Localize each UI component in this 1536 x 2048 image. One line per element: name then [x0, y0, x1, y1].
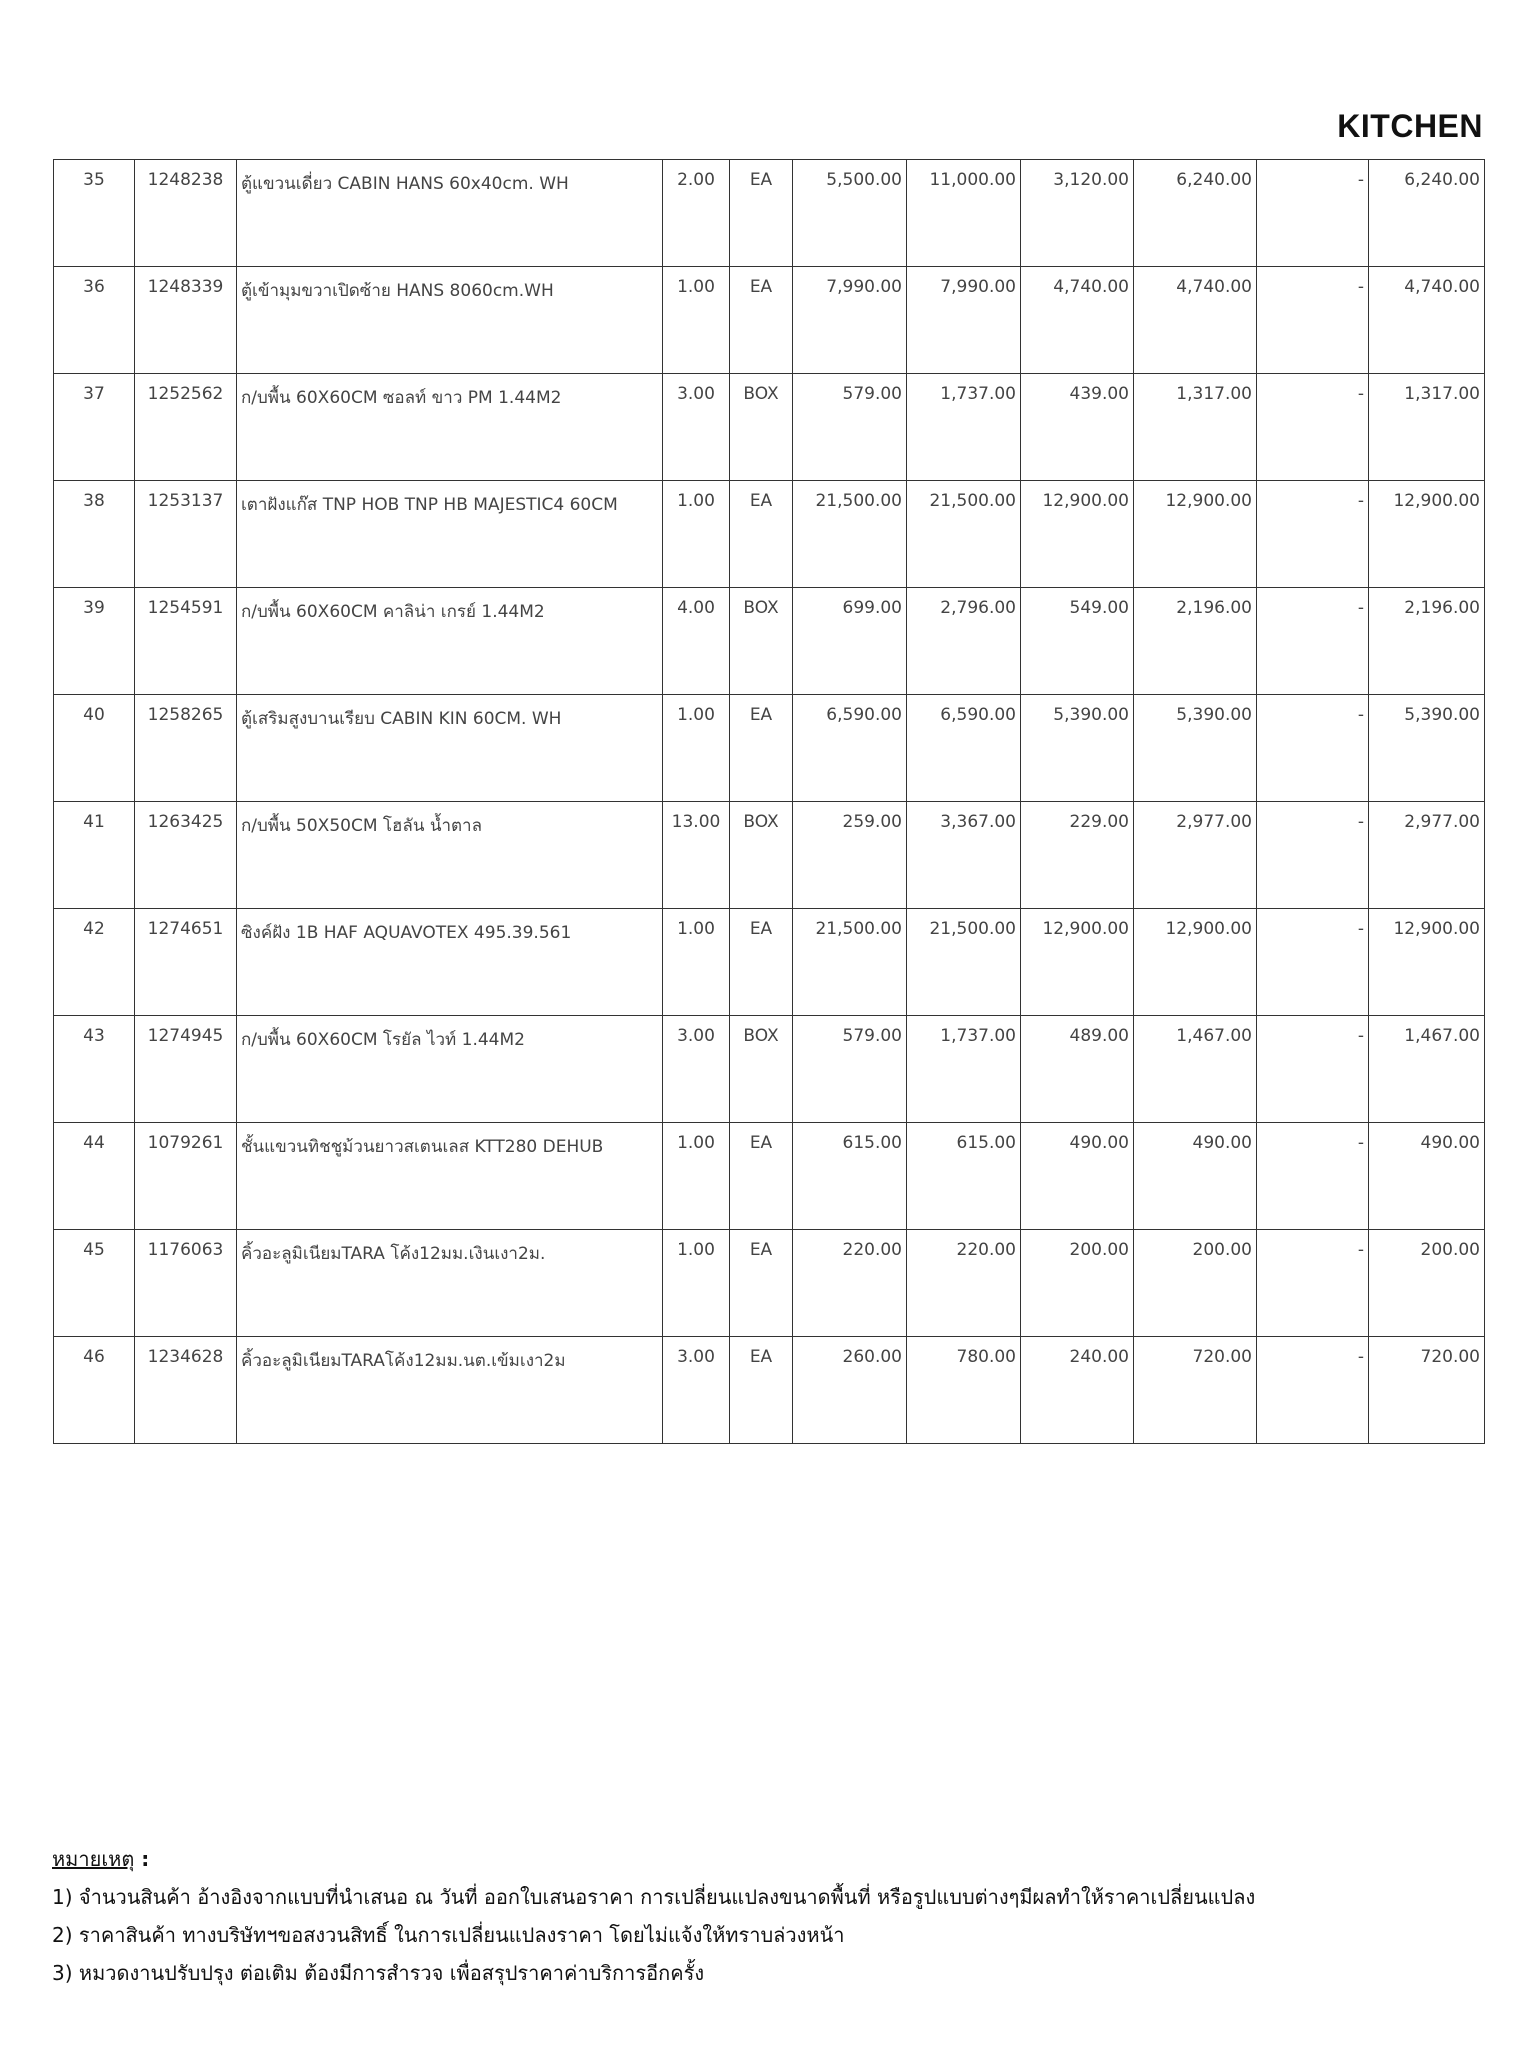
table-row [54, 1123, 1485, 1230]
item-quantity: 3.00 [663, 1337, 730, 1444]
item-discount: - [1257, 267, 1369, 374]
item-net-total: 6,240.00 [1369, 160, 1485, 267]
item-unit: EA [730, 909, 793, 1016]
item-description: เตาฝังแก๊ส TNP HOB TNP HB MAJESTIC4 60CM [237, 481, 663, 588]
item-discount: - [1257, 374, 1369, 481]
item-unit-cost: 489.00 [1021, 1016, 1134, 1123]
notes-heading-line [52, 1840, 1255, 1878]
item-unit-cost: 12,900.00 [1021, 481, 1134, 588]
item-description: ก/บพื้น 60X60CM โรยัล ไวท์ 1.44M2 [237, 1016, 663, 1123]
item-code: 1274945 [135, 1016, 237, 1123]
item-code: 1234628 [135, 1337, 237, 1444]
item-amount: 11,000.00 [907, 160, 1021, 267]
item-code: 1248339 [135, 267, 237, 374]
item-cost-total: 2,977.00 [1134, 802, 1257, 909]
item-cost-total: 12,900.00 [1134, 909, 1257, 1016]
note-line-3: 3) หมวดงานปรับปรุง ต่อเติม ต้องมีการสำรวจ เพื่อสรุปราคาค่าบริการอีกครั้ง [52, 1961, 705, 1985]
item-cost-total: 5,390.00 [1134, 695, 1257, 802]
row-number: 42 [54, 909, 135, 1016]
item-description: คิ้วอะลูมิเนียมTARAโค้ง12มม.นต.เข้มเงา2ม [237, 1337, 663, 1444]
item-amount: 780.00 [907, 1337, 1021, 1444]
item-discount: - [1257, 802, 1369, 909]
item-net-total: 2,196.00 [1369, 588, 1485, 695]
item-unit-price: 615.00 [793, 1123, 907, 1230]
row-number: 46 [54, 1337, 135, 1444]
row-number: 45 [54, 1230, 135, 1337]
item-code: 1079261 [135, 1123, 237, 1230]
note-line-2: 2) ราคาสินค้า ทางบริษัทฯขอสงวนสิทธิ์ ในการเปลี่ยนแปลงราคา โดยไม่แจ้งให้ทราบล่วงหน้า [52, 1923, 845, 1947]
items-table-body [54, 160, 1485, 1444]
note-line-1: 1) จำนวนสินค้า อ้างอิงจากแบบที่นำเสนอ ณ วันที่ ออกใบเสนอราคา การเปลี่ยนแปลงขนาดพื้นที่ หรือรูปแบบต่างๆมีผลทำให้ราคาเปลี่ยนแปลง [52, 1885, 1256, 1909]
item-cost-total: 1,467.00 [1134, 1016, 1257, 1123]
item-code: 1258265 [135, 695, 237, 802]
item-description: คิ้วอะลูมิเนียมTARA โค้ง12มม.เงินเงา2ม. [237, 1230, 663, 1337]
item-description: ตู้เข้ามุมขวาเปิดซ้าย HANS 8060cm.WH [237, 267, 663, 374]
item-unit: BOX [730, 802, 793, 909]
item-unit-cost: 439.00 [1021, 374, 1134, 481]
row-number: 36 [54, 267, 135, 374]
item-unit-price: 6,590.00 [793, 695, 907, 802]
item-code: 1274651 [135, 909, 237, 1016]
item-unit-price: 5,500.00 [793, 160, 907, 267]
item-quantity: 1.00 [663, 695, 730, 802]
table-row [54, 695, 1485, 802]
item-net-total: 200.00 [1369, 1230, 1485, 1337]
table-row [54, 374, 1485, 481]
item-amount: 220.00 [907, 1230, 1021, 1337]
row-number: 41 [54, 802, 135, 909]
item-unit-price: 579.00 [793, 1016, 907, 1123]
item-unit-price: 260.00 [793, 1337, 907, 1444]
table-row [54, 588, 1485, 695]
item-cost-total: 200.00 [1134, 1230, 1257, 1337]
notes-heading-colon: : [134, 1847, 150, 1871]
item-cost-total: 6,240.00 [1134, 160, 1257, 267]
item-discount: - [1257, 160, 1369, 267]
item-description: ตู้แขวนเดี่ยว CABIN HANS 60x40cm. WH [237, 160, 663, 267]
item-net-total: 490.00 [1369, 1123, 1485, 1230]
item-amount: 3,367.00 [907, 802, 1021, 909]
item-unit-cost: 229.00 [1021, 802, 1134, 909]
item-amount: 615.00 [907, 1123, 1021, 1230]
item-unit-price: 220.00 [793, 1230, 907, 1337]
item-net-total: 1,317.00 [1369, 374, 1485, 481]
items-table [53, 159, 1485, 1444]
item-quantity: 1.00 [663, 481, 730, 588]
item-unit-cost: 549.00 [1021, 588, 1134, 695]
item-unit-price: 21,500.00 [793, 909, 907, 1016]
table-row [54, 267, 1485, 374]
table-row [54, 1016, 1485, 1123]
item-unit: EA [730, 695, 793, 802]
item-unit-cost: 12,900.00 [1021, 909, 1134, 1016]
item-quantity: 3.00 [663, 374, 730, 481]
item-discount: - [1257, 695, 1369, 802]
item-discount: - [1257, 1123, 1369, 1230]
item-amount: 21,500.00 [907, 909, 1021, 1016]
table-row [54, 481, 1485, 588]
item-unit-price: 259.00 [793, 802, 907, 909]
item-quantity: 2.00 [663, 160, 730, 267]
item-description: ก/บพื้น 60X60CM คาลิน่า เกรย์ 1.44M2 [237, 588, 663, 695]
section-title: KITCHEN [1337, 108, 1483, 144]
item-net-total: 5,390.00 [1369, 695, 1485, 802]
item-unit: EA [730, 1230, 793, 1337]
item-unit: EA [730, 160, 793, 267]
item-code: 1252562 [135, 374, 237, 481]
row-number: 35 [54, 160, 135, 267]
item-cost-total: 12,900.00 [1134, 481, 1257, 588]
table-row [54, 802, 1485, 909]
item-code: 1263425 [135, 802, 237, 909]
notes-heading: หมายเหตุ [52, 1847, 135, 1871]
item-cost-total: 720.00 [1134, 1337, 1257, 1444]
row-number: 37 [54, 374, 135, 481]
table-row [54, 1337, 1485, 1444]
item-amount: 1,737.00 [907, 1016, 1021, 1123]
item-unit-cost: 3,120.00 [1021, 160, 1134, 267]
item-description: ชั้นแขวนทิชชูม้วนยาวสเตนเลส KTT280 DEHUB [237, 1123, 663, 1230]
item-quantity: 3.00 [663, 1016, 730, 1123]
item-cost-total: 490.00 [1134, 1123, 1257, 1230]
item-cost-total: 4,740.00 [1134, 267, 1257, 374]
row-number: 39 [54, 588, 135, 695]
row-number: 40 [54, 695, 135, 802]
item-description: ก/บพื้น 50X50CM โฮลัน น้ำตาล [237, 802, 663, 909]
item-unit: BOX [730, 588, 793, 695]
item-code: 1176063 [135, 1230, 237, 1337]
item-code: 1248238 [135, 160, 237, 267]
item-quantity: 1.00 [663, 909, 730, 1016]
row-number: 44 [54, 1123, 135, 1230]
item-amount: 6,590.00 [907, 695, 1021, 802]
item-cost-total: 2,196.00 [1134, 588, 1257, 695]
item-unit-price: 579.00 [793, 374, 907, 481]
item-unit: EA [730, 1337, 793, 1444]
item-net-total: 720.00 [1369, 1337, 1485, 1444]
item-description: ซิงค์ฝัง 1B HAF AQUAVOTEX 495.39.561 [237, 909, 663, 1016]
item-discount: - [1257, 481, 1369, 588]
item-net-total: 1,467.00 [1369, 1016, 1485, 1123]
item-unit: BOX [730, 1016, 793, 1123]
item-code: 1253137 [135, 481, 237, 588]
item-discount: - [1257, 1230, 1369, 1337]
item-cost-total: 1,317.00 [1134, 374, 1257, 481]
item-discount: - [1257, 909, 1369, 1016]
item-unit-price: 699.00 [793, 588, 907, 695]
item-unit-price: 7,990.00 [793, 267, 907, 374]
item-description: ก/บพื้น 60X60CM ซอลท์ ขาว PM 1.44M2 [237, 374, 663, 481]
item-amount: 1,737.00 [907, 374, 1021, 481]
item-amount: 7,990.00 [907, 267, 1021, 374]
item-unit-cost: 490.00 [1021, 1123, 1134, 1230]
item-code: 1254591 [135, 588, 237, 695]
item-unit: BOX [730, 374, 793, 481]
item-quantity: 1.00 [663, 1230, 730, 1337]
table-row [54, 1230, 1485, 1337]
notes-section [52, 1840, 1255, 1992]
item-unit: EA [730, 267, 793, 374]
item-unit-cost: 240.00 [1021, 1337, 1134, 1444]
item-quantity: 1.00 [663, 1123, 730, 1230]
item-quantity: 13.00 [663, 802, 730, 909]
item-amount: 2,796.00 [907, 588, 1021, 695]
item-net-total: 2,977.00 [1369, 802, 1485, 909]
item-quantity: 1.00 [663, 267, 730, 374]
item-amount: 21,500.00 [907, 481, 1021, 588]
item-discount: - [1257, 1337, 1369, 1444]
item-unit: EA [730, 1123, 793, 1230]
item-unit: EA [730, 481, 793, 588]
item-net-total: 12,900.00 [1369, 909, 1485, 1016]
item-net-total: 12,900.00 [1369, 481, 1485, 588]
item-unit-cost: 200.00 [1021, 1230, 1134, 1337]
item-quantity: 4.00 [663, 588, 730, 695]
item-discount: - [1257, 1016, 1369, 1123]
row-number: 38 [54, 481, 135, 588]
item-net-total: 4,740.00 [1369, 267, 1485, 374]
table-row [54, 909, 1485, 1016]
item-discount: - [1257, 588, 1369, 695]
table-row [54, 160, 1485, 267]
item-unit-cost: 5,390.00 [1021, 695, 1134, 802]
item-unit-price: 21,500.00 [793, 481, 907, 588]
item-unit-cost: 4,740.00 [1021, 267, 1134, 374]
item-description: ตู้เสริมสูงบานเรียบ CABIN KIN 60CM. WH [237, 695, 663, 802]
row-number: 43 [54, 1016, 135, 1123]
